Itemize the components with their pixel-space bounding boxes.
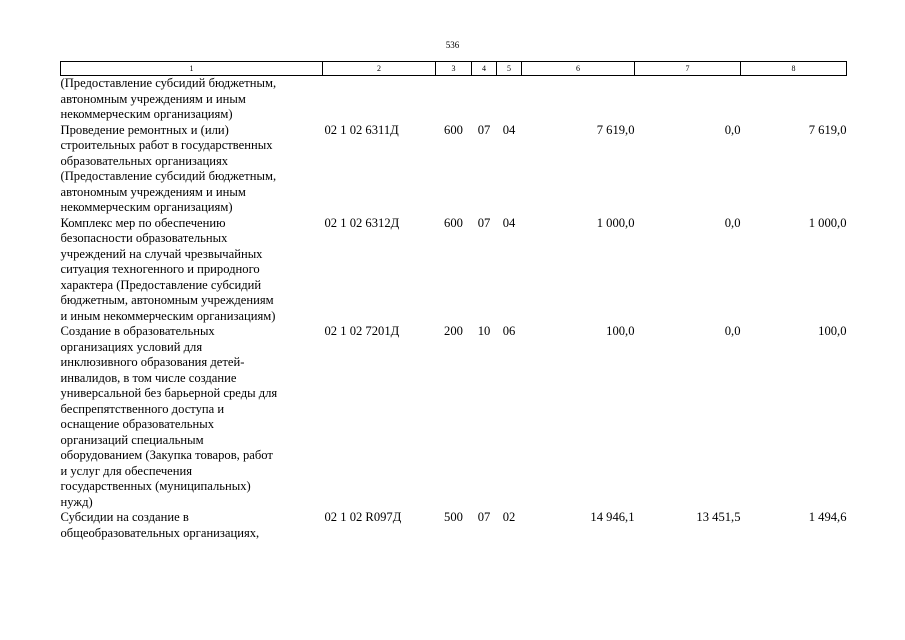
row-sum: 100,0 xyxy=(606,324,635,338)
row-local xyxy=(741,76,847,123)
row-code: 02 1 02 R097Д xyxy=(324,510,402,524)
row-fed: 0,0 xyxy=(724,215,741,230)
page-number: 536 xyxy=(445,40,460,50)
table-row xyxy=(61,76,847,123)
row-name: Создание в образовательных организациях условий для инклюзивного образования детей- инвалидов, в том числе создание универсальной без барьерной среды для беспрепятственного доступа и оснащение образовательных организаций специальным оборудованием (Закупка товаров, работ и услуг для обеспечения государственных (муниципальных) нужд) xyxy=(60,324,278,509)
row-name: Субсидии на создание в общеобразовательных организациях, xyxy=(60,510,260,540)
row-fed: 0,0 xyxy=(724,122,741,137)
table-row xyxy=(61,324,847,510)
row-sum: 7 619,0 xyxy=(596,122,635,137)
row-code: 02 1 02 7201Д xyxy=(324,324,400,338)
row-rz: 07 xyxy=(477,510,491,524)
row-rz: 10 xyxy=(477,324,491,338)
row-vr: 500 xyxy=(444,510,463,524)
row-local: 7 619,0 xyxy=(808,122,847,137)
row-fed xyxy=(635,76,741,123)
row-code: 02 1 02 6311Д xyxy=(324,122,399,137)
row-rz xyxy=(472,76,497,123)
row-rz: 07 xyxy=(477,122,491,137)
column-header-6: 6 xyxy=(522,62,635,76)
row-code xyxy=(323,76,436,123)
table-row xyxy=(61,510,847,541)
row-name: (Предоставление субсидий бюджетным, автономным учреждениям и иным некоммерческим организациям) xyxy=(60,76,277,121)
row-name: Проведение ремонтных и (или) строительных работ в государственных образовательных организациях (Предоставление субсидий бюджетным, автономным учреждениям и иным некоммерческим организациям) xyxy=(60,122,277,214)
table-row xyxy=(61,216,847,325)
row-local: 1 494,6 xyxy=(808,510,847,524)
row-code: 02 1 02 6312Д xyxy=(324,215,400,230)
row-local: 1 000,0 xyxy=(808,215,847,230)
row-vr: 200 xyxy=(444,324,463,338)
row-pr: 04 xyxy=(502,122,516,137)
row-pr: 02 xyxy=(502,510,516,524)
row-vr xyxy=(436,76,472,123)
column-header-2: 2 xyxy=(323,62,436,76)
column-header-5: 5 xyxy=(497,62,522,76)
column-header-1: 1 xyxy=(61,62,323,76)
column-header-8: 8 xyxy=(741,62,847,76)
row-pr xyxy=(497,76,522,123)
row-rz: 07 xyxy=(477,215,491,230)
table-row xyxy=(61,123,847,216)
column-header-3: 3 xyxy=(436,62,472,76)
row-sum xyxy=(522,76,635,123)
column-header-7: 7 xyxy=(635,62,741,76)
budget-table xyxy=(60,61,847,541)
row-vr: 600 xyxy=(444,215,463,230)
row-local: 100,0 xyxy=(818,324,847,338)
row-pr: 04 xyxy=(502,215,516,230)
column-header-4: 4 xyxy=(472,62,497,76)
row-sum: 1 000,0 xyxy=(596,215,635,230)
row-sum: 14 946,1 xyxy=(590,510,635,524)
row-name: Комплекс мер по обеспечению безопасности образовательных учреждений на случай чрезвычайных ситуация техногенного и природного характера (Предоставление субсидий бюджетным, автономным учреждениям и иным некоммерческим организациям) xyxy=(60,215,276,323)
header-row xyxy=(61,62,847,76)
row-fed: 0,0 xyxy=(724,324,741,338)
row-pr: 06 xyxy=(502,324,516,338)
row-fed: 13 451,5 xyxy=(696,510,741,524)
row-vr: 600 xyxy=(444,122,463,137)
